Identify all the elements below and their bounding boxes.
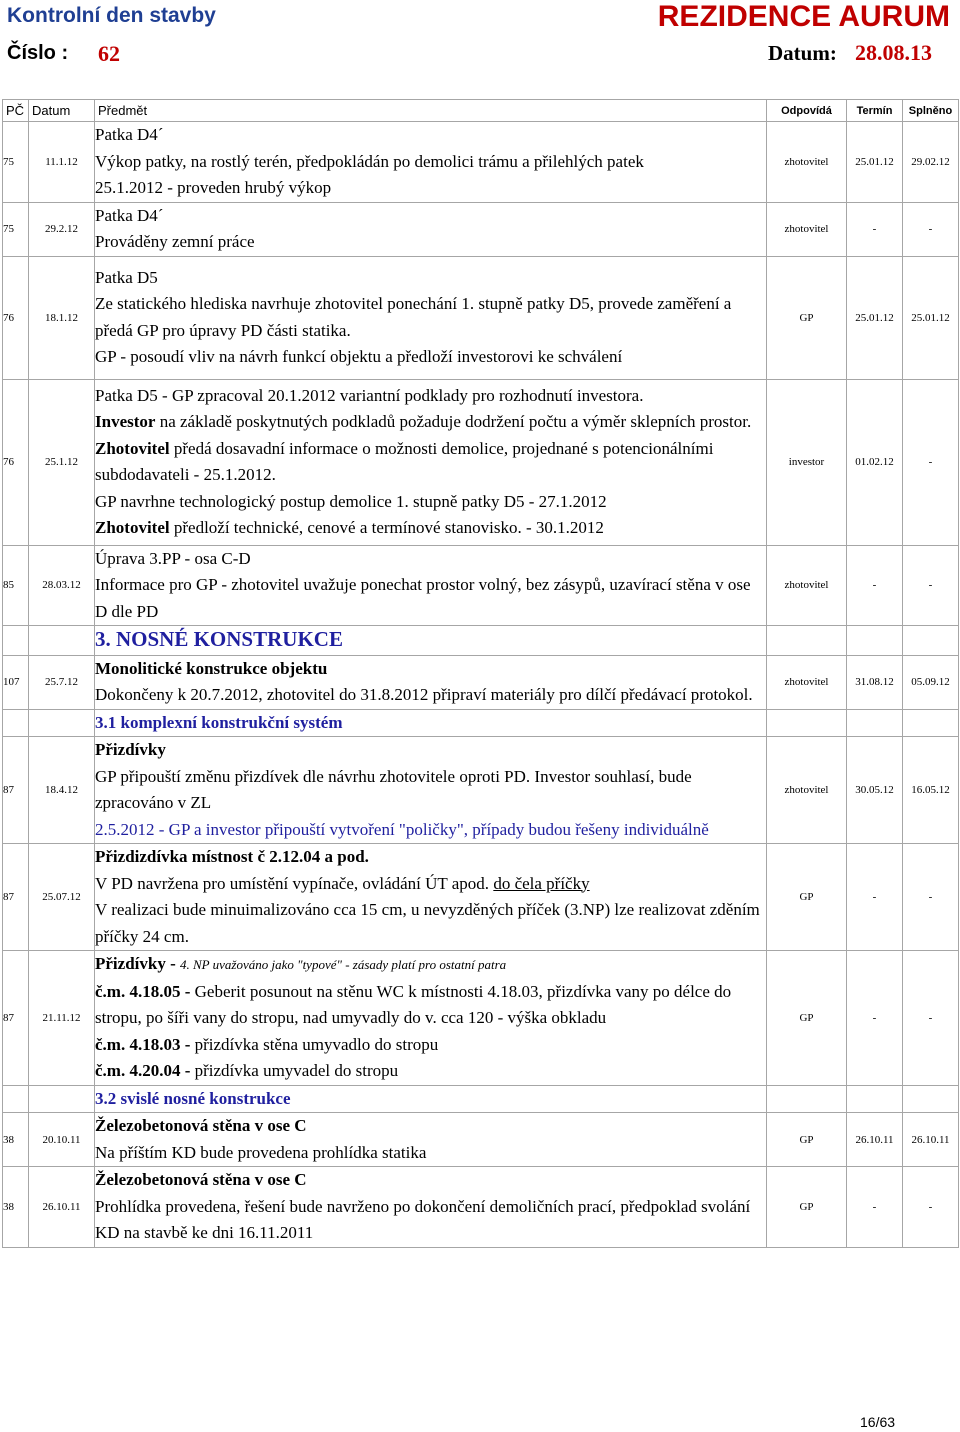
col-header-splneno: Splněno <box>903 100 959 122</box>
row-completed: - <box>903 545 959 626</box>
row-number: 87 <box>3 737 29 844</box>
subject-text: Ze statického hlediska navrhuje zhotovitel ponechání 1. stupně patky D5, provede zaměření a předá GP pro úpravy PD části statika. <box>95 294 732 340</box>
minutes-table <box>2 99 959 1248</box>
row-subject <box>95 122 767 203</box>
project-name: REZIDENCE AURUM <box>657 0 950 33</box>
row-completed: - <box>903 379 959 545</box>
row-deadline: 25.01.12 <box>847 122 903 203</box>
row-deadline: - <box>847 202 903 256</box>
subject-text <box>95 409 766 436</box>
row-number: 75 <box>3 202 29 256</box>
subject-note: 4. NP uvažováno jako "typové" - zásady platí pro ostatní patra <box>180 957 507 972</box>
row-number: 107 <box>3 655 29 709</box>
subject-underlined: do čela příčky <box>493 873 590 893</box>
row-deadline: - <box>847 951 903 1086</box>
row-completed: - <box>903 844 959 951</box>
row-date: 28.03.12 <box>29 545 95 626</box>
subject-text: Výkop patky, na rostlý terén, předpokládán po demolici trámu a přilehlých patek <box>95 151 644 171</box>
subject-fragment: předloží technické, cenové a termínové stanovisko. - 30.1.2012 <box>173 518 604 537</box>
row-date: 20.10.11 <box>29 1113 95 1167</box>
row-completed: 16.05.12 <box>903 737 959 844</box>
row-deadline: - <box>847 1167 903 1248</box>
row-completed: - <box>903 951 959 1086</box>
room-number: č.m. 4.18.05 - <box>95 981 191 1001</box>
row-responsible: GP <box>767 1113 847 1167</box>
row-completed: 29.02.12 <box>903 122 959 203</box>
subject-heading: Železobetonová stěna v ose C <box>95 1116 307 1135</box>
table-row <box>3 545 959 626</box>
meeting-date: 28.08.13 <box>855 40 932 65</box>
row-responsible: GP <box>767 256 847 379</box>
table-row <box>3 844 959 951</box>
row-subject <box>95 256 767 379</box>
col-header-datum: Datum <box>29 100 95 122</box>
date-label: Datum: <box>768 41 837 65</box>
subject-text: Prováděny zemní práce <box>95 232 255 251</box>
number-label: Číslo : <box>7 42 69 64</box>
row-subject <box>95 545 767 626</box>
subject-text: Dokončeny k 20.7.2012, zhotovitel do 31.8.2012 připraví materiály pro dílčí předávací protokol. <box>95 685 753 704</box>
row-number: 87 <box>3 951 29 1086</box>
table-row <box>3 379 959 545</box>
subject-fragment: přizdívka stěna umyvadlo do stropu <box>194 1034 439 1054</box>
subject-text: GP - posoudí vliv na návrh funkcí objektu a předloží investorovi ke schválení <box>95 347 623 366</box>
row-number: 87 <box>3 844 29 951</box>
subject-text <box>95 1032 766 1059</box>
col-header-termin: Termín <box>847 100 903 122</box>
row-date: 25.7.12 <box>29 655 95 709</box>
row-responsible: investor <box>767 379 847 545</box>
subject-fragment: Geberit posunout na stěnu WC k místnosti 4.18.03, přizdívka vany po délce do stropu, po šíři vany do stropu, nad umyvadly do v. cca 120 - výška obkladu <box>95 981 732 1027</box>
row-responsible: GP <box>767 1167 847 1248</box>
row-date: 21.11.12 <box>29 951 95 1086</box>
row-subject <box>95 1113 767 1167</box>
subject-text: GP připouští změnu přizdívek dle návrhu zhotovitele oproti PD. Investor souhlasí, bude zpracováno v ZL <box>95 766 692 812</box>
subject-text <box>95 871 766 898</box>
row-date: 18.1.12 <box>29 256 95 379</box>
row-responsible: zhotovitel <box>767 655 847 709</box>
party-contractor: Zhotovitel <box>95 518 170 537</box>
section-heading <box>95 626 767 656</box>
subject-text <box>95 436 766 489</box>
row-date: 11.1.12 <box>29 122 95 203</box>
subject-heading: Patka D5 <box>95 267 158 287</box>
row-number: 75 <box>3 122 29 203</box>
meeting-number: 62 <box>98 41 120 66</box>
room-number: č.m. 4.20.04 - <box>95 1061 191 1080</box>
party-contractor: Zhotovitel <box>95 438 170 458</box>
subject-text <box>95 515 766 542</box>
subject-text: 25.1.2012 - proveden hrubý výkop <box>95 178 332 197</box>
row-date: 25.07.12 <box>29 844 95 951</box>
row-responsible: zhotovitel <box>767 545 847 626</box>
row-responsible: zhotovitel <box>767 737 847 844</box>
col-header-odpovida: Odpovídá <box>767 100 847 122</box>
row-number: 38 <box>3 1167 29 1248</box>
subject-heading: Úprava 3.PP - osa C-D <box>95 548 251 568</box>
subject-heading: Monolitické konstrukce objektu <box>95 658 328 678</box>
row-completed: 25.01.12 <box>903 256 959 379</box>
subject-heading: Patka D4´ <box>95 125 164 144</box>
row-responsible: GP <box>767 951 847 1086</box>
document-title: Kontrolní den stavby <box>7 4 216 27</box>
row-subject <box>95 1167 767 1248</box>
row-completed: 26.10.11 <box>903 1113 959 1167</box>
row-completed: - <box>903 1167 959 1248</box>
table-header-row <box>3 100 959 122</box>
row-number: 76 <box>3 379 29 545</box>
subject-text: 2.5.2012 - GP a investor připouští vytvoření "poličky", případy budou řešeny individuálně <box>95 819 709 839</box>
table-row <box>3 655 959 709</box>
row-subject <box>95 379 767 545</box>
row-date: 29.2.12 <box>29 202 95 256</box>
row-deadline: - <box>847 545 903 626</box>
row-deadline: 31.08.12 <box>847 655 903 709</box>
section-row <box>3 626 959 656</box>
row-number: 85 <box>3 545 29 626</box>
table-row <box>3 1113 959 1167</box>
row-subject <box>95 655 767 709</box>
row-date: 26.10.11 <box>29 1167 95 1248</box>
row-responsible: zhotovitel <box>767 202 847 256</box>
subject-text <box>95 951 766 979</box>
subject-fragment: předá dosavadní informace o možnosti demolice, projednané s potencionálními subdodavateli - 25.1.2012. <box>95 438 714 484</box>
row-completed: - <box>903 202 959 256</box>
room-number: č.m. 4.18.03 - <box>95 1034 191 1054</box>
section-row <box>3 1085 959 1113</box>
table-row <box>3 951 959 1086</box>
row-completed: 05.09.12 <box>903 655 959 709</box>
section-title: 3. NOSNÉ KONSTRUKCE <box>95 627 343 651</box>
subject-heading: Přizdívky <box>95 740 166 759</box>
subject-text: Prohlídka provedena, řešení bude navrženo po dokončení demoličních prací, předpoklad svolání KD na stavbě ke dni 16.11.2011 <box>95 1196 751 1242</box>
subject-text: GP navrhne technologický postup demolice 1. stupně patky D5 - 27.1.2012 <box>95 491 607 511</box>
row-date: 25.1.12 <box>29 379 95 545</box>
section-heading <box>95 1085 767 1113</box>
subject-heading: Železobetonová stěna v ose C <box>95 1170 307 1189</box>
subject-heading: Přizdívky - <box>95 954 176 973</box>
subject-text: V realizaci bude minuimalizováno cca 15 cm, u nevyzděných příček (3.NP) lze realizovat zděním příčky 24 cm. <box>95 900 760 946</box>
col-header-predmet: Předmět <box>95 100 767 122</box>
table-row <box>3 256 959 379</box>
subject-fragment: přizdívka umyvadel do stropu <box>194 1061 399 1080</box>
row-deadline: 26.10.11 <box>847 1113 903 1167</box>
subject-text: Na příštím KD bude provedena prohlídka statika <box>95 1142 427 1162</box>
subject-heading: Přizdizdívka místnost č 2.12.04 a pod. <box>95 847 369 866</box>
subject-text <box>95 979 766 1032</box>
subject-text <box>95 1058 766 1085</box>
row-subject <box>95 951 767 1086</box>
row-responsible: GP <box>767 844 847 951</box>
row-date: 18.4.12 <box>29 737 95 844</box>
row-number: 76 <box>3 256 29 379</box>
row-subject <box>95 737 767 844</box>
table-row <box>3 737 959 844</box>
subject-heading: Patka D4´ <box>95 205 164 225</box>
subsection-title: 3.2 svislé nosné konstrukce <box>95 1088 291 1108</box>
row-subject <box>95 844 767 951</box>
row-number: 38 <box>3 1113 29 1167</box>
row-responsible: zhotovitel <box>767 122 847 203</box>
subject-text: Informace pro GP - zhotovitel uvažuje ponechat prostor volný, bez zásypů, uzavírací stěna v ose D dle PD <box>95 575 751 621</box>
subject-text: Patka D5 - GP zpracoval 20.1.2012 variantní podklady pro rozhodnutí investora. <box>95 385 644 405</box>
table-row <box>3 122 959 203</box>
party-investor: Investor <box>95 412 156 431</box>
table-row <box>3 202 959 256</box>
row-deadline: 01.02.12 <box>847 379 903 545</box>
subject-fragment: V PD navržena pro umístění vypínače, ovládání ÚT apod. <box>95 873 490 893</box>
section-row <box>3 709 959 737</box>
subject-fragment: na základě poskytnutých podkladů požaduje dodržení počtu a výměr sklepních prostor. <box>159 412 752 431</box>
row-deadline: - <box>847 844 903 951</box>
table-row <box>3 1167 959 1248</box>
col-header-pc: PČ <box>3 100 29 122</box>
page-number: 16/63 <box>860 1414 896 1430</box>
subsection-title: 3.1 komplexní konstrukční systém <box>95 712 343 732</box>
row-subject <box>95 202 767 256</box>
section-heading <box>95 709 767 737</box>
row-deadline: 30.05.12 <box>847 737 903 844</box>
row-deadline: 25.01.12 <box>847 256 903 379</box>
